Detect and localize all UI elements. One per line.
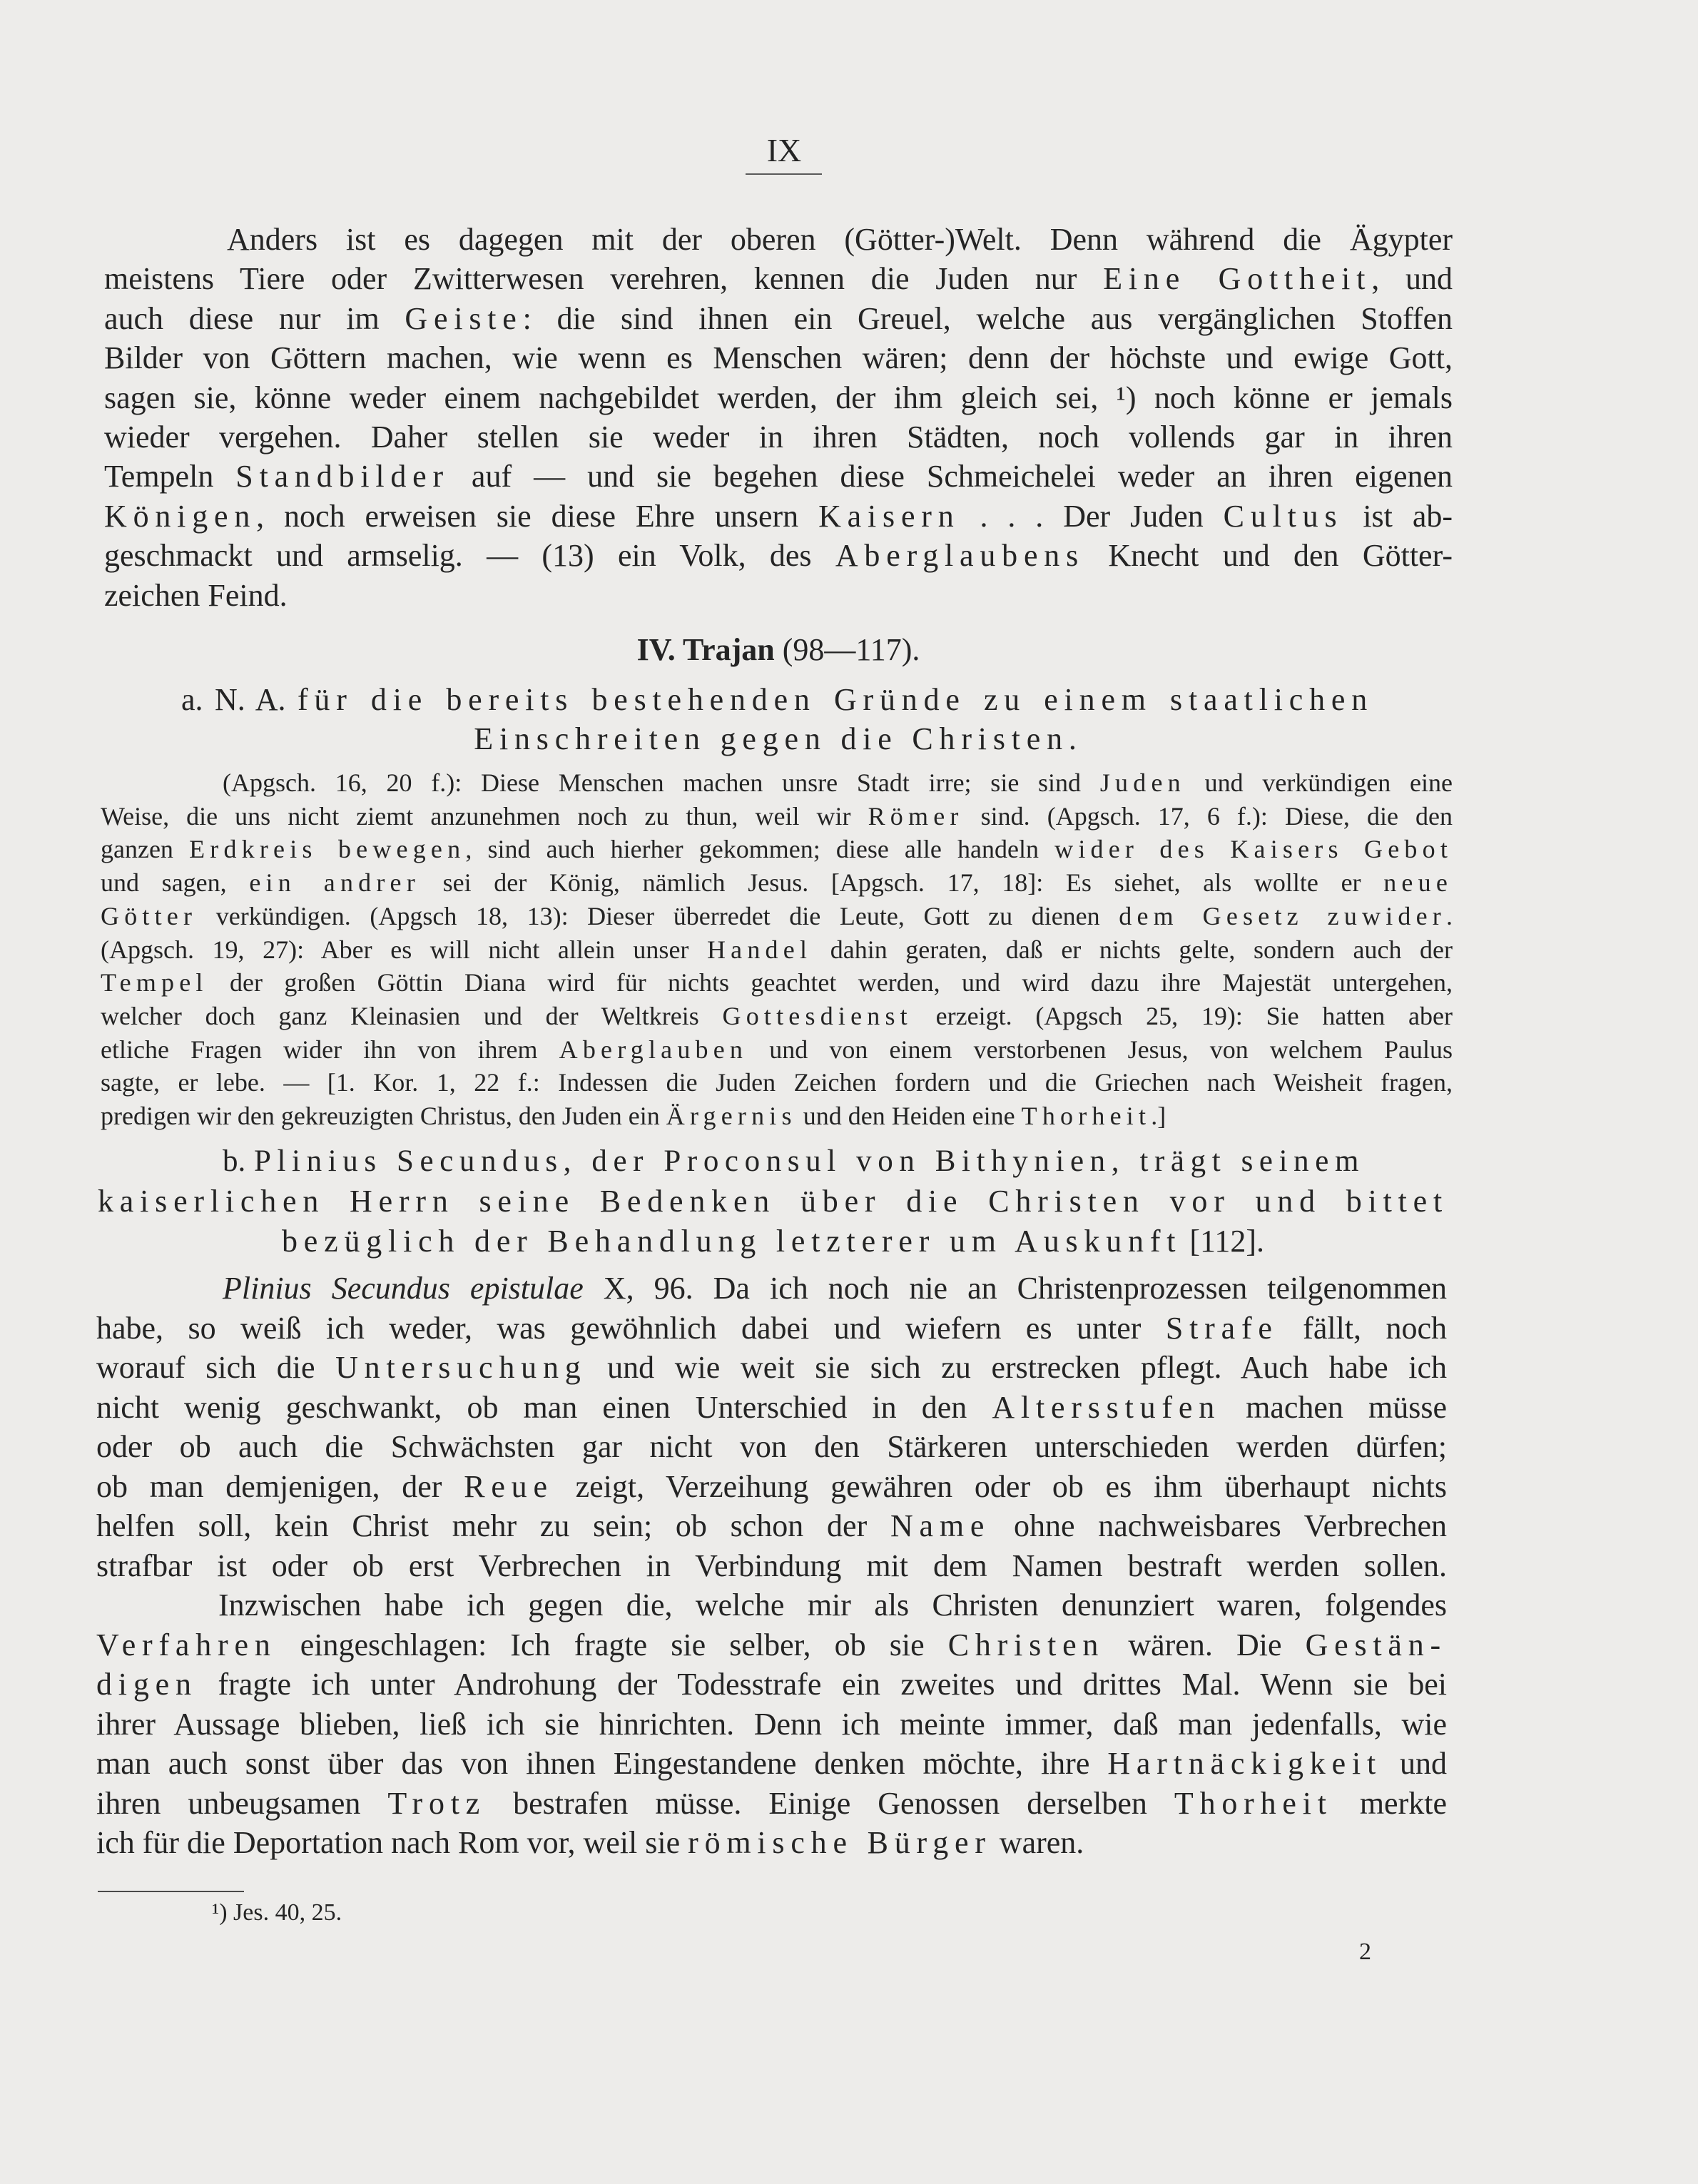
text-run: ihrer Aussage blieben, ließ ich sie hinrichten. Denn ich meinte immer, daß man jedenfalls, wie [96, 1706, 1447, 1742]
paragraph-1-line-10 [104, 576, 1453, 615]
spaced-emphasis: Plinius Secundus, der Proconsul von Bithynien, trägt seinem [254, 1144, 1365, 1178]
spaced-emphasis: bezüglich der Behandlung letzterer um Auskunft [282, 1224, 1182, 1259]
paragraph-1-line-6 [104, 417, 1453, 457]
text-run: ich für die Deportation nach Rom vor, weil sie [96, 1825, 688, 1860]
paragraph-2-line-13 [96, 1744, 1447, 1784]
spaced-emphasis: dem Gesetz zuwider [1119, 901, 1446, 930]
spaced-emphasis: Thorheit [1174, 1785, 1333, 1821]
text-run: oder ob auch die Schwächsten gar nicht von den Stärkeren unterschieden werden dürfen; [96, 1429, 1447, 1464]
quote-block-line-1 [101, 766, 1453, 800]
text-run: geschmackt und armselig. — (13) ein Volk, des [104, 538, 835, 574]
paragraph-2-line-9 [96, 1585, 1447, 1625]
page-number-rule [746, 173, 822, 175]
quote-block-line-9 [101, 1033, 1453, 1067]
quote-block-line-4 [101, 866, 1453, 900]
spaced-emphasis: für die bereits bestehenden Gründe zu einem staatlichen [297, 682, 1373, 717]
paragraph-2-line-4 [96, 1388, 1447, 1428]
paragraph-1-line-7 [104, 457, 1453, 496]
footnote-rule [98, 1891, 244, 1892]
spaced-emphasis: Strafe [1165, 1310, 1278, 1346]
spaced-emphasis: Cultus [1223, 498, 1343, 534]
subheading-b-line-2 [98, 1182, 1448, 1221]
text-run: Anders ist es dagegen mit der oberen (Götter-)Welt. Denn während die Ägypter [227, 222, 1453, 257]
text-run: sei der König, nämlich Jesus. [Apgsch. 17, 18]: Es siehet, als wollte er [420, 868, 1384, 898]
quote-block-line-8 [101, 1000, 1453, 1033]
text-run: zeigt, Verzeihung gewähren oder ob es ihm überhaupt nichts [553, 1468, 1447, 1504]
paragraph-2-line-15 [96, 1823, 1447, 1863]
spaced-emphasis: Erdkreis bewegen [189, 835, 466, 864]
text-run: ihren unbeugsamen [96, 1785, 388, 1821]
italic-title: Plinius Secundus epistulae [223, 1271, 584, 1306]
spaced-emphasis: Handel [706, 935, 813, 964]
text-run: auf — und sie begehen diese Schmeichelei weder an ihren eigenen [449, 459, 1453, 494]
text-run: ohne nachweisbares Verbrechen [990, 1508, 1447, 1543]
text-run: und verkündigen eine [1185, 768, 1453, 797]
paragraph-2-line-5 [96, 1427, 1447, 1467]
text-run: etliche Fragen wider ihn von ihrem [101, 1035, 559, 1064]
text-run: machen müsse [1221, 1389, 1447, 1425]
quote-block-line-7 [101, 966, 1453, 1000]
text-run: (Apgsch. 16, 20 f.): Diese Menschen machen unsre Stadt irre; sie sind [223, 768, 1100, 797]
page-number: IX [766, 132, 802, 168]
text-run: Inzwischen habe ich gegen die, welche mir als Christen denunziert waren, folgendes [218, 1588, 1447, 1622]
text-run: X, 96. Da ich noch nie an Christenprozessen teilgenommen [583, 1271, 1447, 1306]
spaced-emphasis: Ärgernis [666, 1102, 797, 1131]
spaced-emphasis: Römer [868, 801, 964, 831]
text-run: : die sind ihnen ein Greuel, welche aus vergänglichen Stoffen [522, 300, 1453, 336]
spaced-emphasis: Reue [464, 1468, 554, 1504]
quote-block-line-5 [101, 900, 1453, 933]
spaced-emphasis: Name [890, 1508, 991, 1543]
paragraph-2-line-7 [96, 1506, 1447, 1546]
footnote: ¹) Jes. 40, 25. [212, 1899, 342, 1926]
spaced-emphasis: Tempel [101, 968, 208, 997]
text-run: erzeigt. (Apgsch 25, 19): Sie hatten aber [912, 1001, 1453, 1030]
spaced-emphasis: Kaisern [818, 498, 960, 534]
spaced-emphasis: neue [1383, 868, 1453, 898]
paragraph-2 [96, 1269, 1447, 1863]
text-run: , noch erweisen sie diese Ehre unsern [256, 498, 819, 534]
paragraph-1 [104, 220, 1453, 615]
paragraph-1-line-9 [104, 536, 1453, 575]
spaced-emphasis: Aberglaubens [835, 538, 1085, 574]
text-run: fragte ich unter Androhung der Todesstrafe ein zweites und drittes Mal. Wenn sie bei [197, 1667, 1447, 1702]
quote-block-line-11 [101, 1099, 1453, 1133]
text-run: b. [223, 1144, 254, 1178]
text-run: sagen sie, könne weder einem nachgebildet werden, der ihm gleich sei, ¹) noch könne er jemals [104, 380, 1453, 415]
text-run: waren. [991, 1825, 1084, 1860]
paragraph-2-line-6 [96, 1467, 1447, 1507]
text-run: worauf sich die [96, 1350, 336, 1385]
quote-block-line-3 [101, 833, 1453, 866]
section-heading-line [104, 630, 1453, 669]
spaced-emphasis: ein andrer [249, 868, 420, 898]
paragraph-2-line-10 [96, 1625, 1447, 1665]
spaced-emphasis: Untersuchung [335, 1350, 587, 1385]
spaced-emphasis: Trotz [387, 1785, 487, 1821]
bold-heading: IV. Trajan [636, 632, 775, 667]
text-run: ganzen [101, 835, 190, 864]
paragraph-2-line-14 [96, 1784, 1447, 1824]
paragraph-1-line-8 [104, 497, 1453, 536]
paragraph-1-line-5 [104, 378, 1453, 417]
text-run: strafbar ist oder ob erst Verbrechen in Verbindung mit dem Namen bestraft werden sollen. [96, 1548, 1447, 1583]
text-run: Bilder von Göttern machen, wie wenn es Menschen wären; denn der höchste und ewige Gott, [104, 340, 1453, 376]
subheading-b-line-3 [98, 1221, 1448, 1261]
spaced-emphasis: Gottesdienst [722, 1001, 912, 1030]
spaced-emphasis: Königen [104, 498, 257, 534]
spaced-emphasis: Standbilder [235, 459, 449, 494]
spaced-emphasis: Geiste [405, 300, 523, 336]
paragraph-1-line-1 [104, 220, 1453, 259]
section-heading [104, 630, 1453, 669]
text-run: , und [1371, 261, 1453, 297]
text-run: verkündigen. (Apgsch 18, 13): Dieser überredet die Leute, Gott zu dienen [197, 901, 1119, 930]
paragraph-2-line-12 [96, 1705, 1447, 1744]
text-run: [112]. [1181, 1224, 1264, 1259]
subheading-b [98, 1142, 1448, 1261]
text-run: zeichen Feind. [104, 577, 288, 613]
text-run: auch diese nur im [104, 300, 405, 336]
text-run: (98—117). [774, 632, 920, 667]
text-run: . . . Der Juden [960, 498, 1224, 534]
text-run: und sagen, [101, 868, 250, 898]
text-run: wären. Die [1104, 1627, 1306, 1662]
paragraph-1-line-3 [104, 299, 1453, 338]
text-run: Knecht und den Götter- [1084, 538, 1453, 574]
text-run: und den Heiden eine [796, 1102, 1022, 1131]
text-run: helfen soll, kein Christ mehr zu sein; ob schon der [96, 1508, 890, 1543]
text-run: nicht wenig geschwankt, ob man einen Unterschied in den [96, 1389, 992, 1425]
spaced-emphasis: Hartnäckigkeit [1107, 1746, 1382, 1781]
paragraph-1-line-4 [104, 338, 1453, 377]
signature-mark: 2 [1359, 1939, 1371, 1965]
text-run: merkte [1332, 1785, 1447, 1821]
text-run: , sind auch hierher gekommen; diese alle handeln [465, 835, 1055, 864]
spaced-emphasis: wider des Kaisers Gebot [1054, 835, 1453, 864]
text-run: sind. (Apgsch. 17, 6 f.): Diese, die den [963, 801, 1453, 831]
text-run: man auch sonst über das von ihnen Eingestandene denken möchte, ihre [96, 1746, 1108, 1781]
text-run: fällt, noch [1278, 1310, 1447, 1346]
subheading-b-line-1 [223, 1142, 1365, 1182]
text-run: der großen Göttin Diana wird für nichts geachtet werden, und wird dazu ihre Majestät untergehen, [208, 968, 1453, 997]
text-run: meistens Tiere oder Zwitterwesen verehren, kennen die Juden nur [104, 261, 1104, 297]
spaced-emphasis: Götter [101, 901, 198, 930]
spaced-emphasis: Altersstufen [992, 1389, 1221, 1425]
text-run: predigen wir den gekreuzigten Christus, den Juden ein [101, 1102, 666, 1131]
spaced-emphasis: Verfahren [96, 1627, 277, 1662]
text-run: ist ab- [1343, 498, 1453, 534]
paragraph-2-line-3 [96, 1348, 1447, 1388]
paragraph-2-line-1 [96, 1269, 1447, 1309]
spaced-emphasis: Thorheit [1021, 1102, 1152, 1131]
spaced-emphasis: Aberglauben [559, 1035, 748, 1064]
text-run: habe, so weiß ich weder, was gewöhnlich dabei und wiefern es unter [96, 1310, 1166, 1346]
text-run: .] [1151, 1102, 1166, 1131]
paragraph-1-line-2 [104, 259, 1453, 298]
text-run: und von einem verstorbenen Jesus, von welchem Paulus [748, 1035, 1453, 1064]
text-run: (Apgsch. 19, 27): Aber es will nicht allein unser [101, 935, 707, 964]
quote-block-line-6 [101, 933, 1453, 967]
text-run: und [1382, 1746, 1447, 1781]
subheading-a-line-1 [181, 680, 1373, 719]
spaced-emphasis: digen [96, 1667, 198, 1702]
spaced-emphasis: Christen [947, 1627, 1105, 1662]
quote-block-line-2 [101, 800, 1453, 833]
spaced-emphasis: Einschreiten gegen die Christen. [474, 721, 1083, 756]
text-run: welcher doch ganz Kleinasien und der Weltkreis [101, 1001, 723, 1030]
quote-block [101, 766, 1453, 1133]
text-run: sagte, er lebe. — [1. Kor. 1, 22 f.: Indessen die Juden Zeichen fordern und die Griechen nach Weisheit fragen, [101, 1068, 1453, 1097]
subheading-a-line-2 [104, 719, 1453, 758]
quote-block-line-10 [101, 1066, 1453, 1099]
spaced-emphasis: kaiserlichen Herrn seine Bedenken über die Christen vor und bittet [98, 1184, 1448, 1219]
paragraph-2-line-2 [96, 1309, 1447, 1349]
text-run: bestrafen müsse. Einige Genossen derselben [486, 1785, 1174, 1821]
text-run: Weise, die uns nicht ziemt anzunehmen noch zu thun, weil wir [101, 801, 868, 831]
spaced-emphasis: Juden [1099, 768, 1186, 797]
spaced-emphasis: Gestän- [1305, 1627, 1448, 1662]
text-run: ob man demjenigen, der [96, 1468, 464, 1504]
spaced-emphasis: Eine Gottheit [1103, 261, 1372, 297]
text-run: und wie weit sie sich zu erstrecken pflegt. Auch habe ich [586, 1350, 1448, 1385]
text-run: eingeschlagen: Ich fragte sie selber, ob sie [276, 1627, 948, 1662]
text-run: a. N. A. [181, 682, 298, 717]
text-run: wieder vergehen. Daher stellen sie weder in ihren Städten, noch vollends gar in ihren [104, 420, 1453, 455]
text-run: . [1446, 901, 1453, 930]
text-run: Tempeln [104, 459, 236, 494]
subheading-a [104, 680, 1453, 758]
text-run: dahin geraten, daß er nichts gelte, sondern auch der [812, 935, 1453, 964]
spaced-emphasis: römische Bürger [688, 1825, 992, 1860]
paragraph-2-line-11 [96, 1665, 1447, 1705]
paragraph-2-line-8 [96, 1546, 1447, 1586]
